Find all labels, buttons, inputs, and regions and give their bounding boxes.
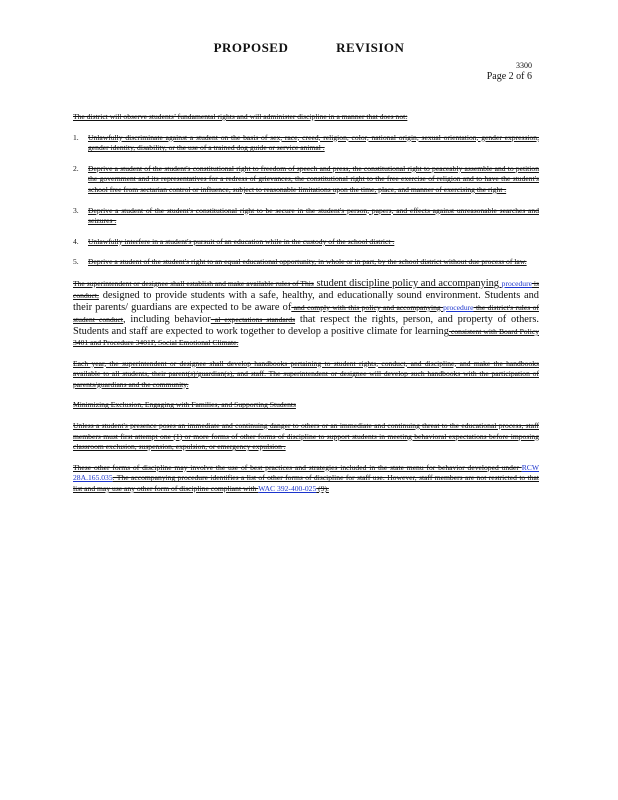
list-number: 1. — [73, 132, 79, 142]
list-text: Deprive a student of the student's constitutional right to freedom of speech and press, the constitutional right to peaceably assemble and to petition the government and its representatives for a redress of grievances, the constitutional right to the free exercise of religion and to have the student's school free from sectarian control or influence, subject to reasonable limitations upon the time, place, and manner of exercising the right . — [88, 163, 539, 194]
exclusion-paragraph: Unless a student's presence poses an immediate and continuing danger to others or an immediate and continuing threat to the educational process, staff members must first attempt one (1) or more forms of other forms of discipline to support students in meeting behavioral expectations before imposing classroom exclusion, suspension, expulsion, or emergency expulsion . — [73, 420, 539, 452]
list-item-5 — [73, 257, 539, 268]
p2-j: al expectations standards — [210, 314, 296, 324]
p2-e: designed to provide students with a safe, healthy, and educationally sound environment. Students and their parents/ guardians are expected to be aware of — [73, 289, 539, 313]
p2-h: the district's rules of student conduct — [73, 302, 539, 324]
list-item-1 — [73, 133, 539, 154]
list-text: Unlawfully discriminate against a student on the basis of sex, race, creed, religion, color, national origin, sexual orientation, gender expression, gender identity, disability, or the use of a trained dog guide or service animal . — [88, 132, 539, 153]
list-text: Unlawfully interfere in a student's pursuit of an education while in the custody of the school district . — [88, 236, 395, 246]
p2-l: consistent with Board Policy 3401 and Procedure 3401P, Social Emotional Climate. — [73, 326, 539, 347]
policy-code: 3300 — [516, 61, 532, 70]
p5-c: (9). — [316, 483, 329, 493]
p2-d: is conduct, — [73, 278, 539, 300]
list-item-3 — [73, 206, 539, 227]
p5-a: These other forms of discipline may involve the use of best practices and strategies included in the state menu for behavior developed under — [73, 462, 522, 472]
p2-f: and comply with this policy and accompanying — [291, 302, 444, 312]
page-number: Page 2 of 6 — [486, 71, 532, 82]
document-title — [0, 40, 618, 56]
document-body — [73, 112, 539, 504]
list-item-4 — [73, 237, 539, 248]
title-revision: REVISION — [336, 40, 405, 55]
discipline-paragraph — [73, 463, 539, 495]
p2-k: that respect the rights, person, and property of others. Students and staff are expected to work together to develop a positive climate for learning — [73, 313, 539, 337]
list-number: 4. — [73, 236, 79, 246]
p2-i: , including behavior — [123, 313, 211, 325]
list-number: 2. — [73, 163, 79, 173]
list-text: Deprive a student of the student's right to an equal educational opportunity, in whole or in part, by the school district without due process of law. — [88, 257, 527, 267]
list-item-2 — [73, 164, 539, 196]
intro-paragraph: The district will observe students’ fundamental rights and will administer discipline in a manner that does not: — [73, 112, 408, 121]
section-heading: Minimizing Exclusion, Engaging with Families, and Supporting Students — [73, 400, 296, 410]
procedure-link-2[interactable]: procedure — [443, 302, 474, 312]
wac-link[interactable]: WAC 392-400-025 — [258, 483, 317, 493]
p2-b: student discipline policy and accompanying — [313, 277, 502, 289]
p2-a: The superintendent or designee shall establish and make available rules of This — [73, 278, 314, 288]
list-text: Deprive a student of the student's constitutional right to be secure in the student's person, papers, and effects against unreasonable searches and seizures . — [88, 205, 539, 226]
handbooks-paragraph: Each year, the superintendent or designee shall develop handbooks pertaining to student rights, conduct, and discipline, and make the handbooks available to all students, their parent(s)/guardian(s), and staff. The superintendent or designee will develop such handbooks with the participation of parents/guardians and the community. — [73, 358, 539, 389]
p5-b: . The accompanying procedure identifies a list of other forms of discipline for staff use. However, staff members are not restricted to that list and may use any other form of discipline compliant with — [73, 473, 539, 493]
rcw-link[interactable]: RCW 28A.165.035 — [73, 462, 539, 483]
list-number: 3. — [73, 205, 79, 215]
procedure-link-1[interactable]: procedure — [501, 278, 532, 288]
list-number: 5. — [73, 257, 79, 267]
title-proposed: PROPOSED — [213, 40, 289, 55]
policy-paragraph — [73, 278, 539, 349]
